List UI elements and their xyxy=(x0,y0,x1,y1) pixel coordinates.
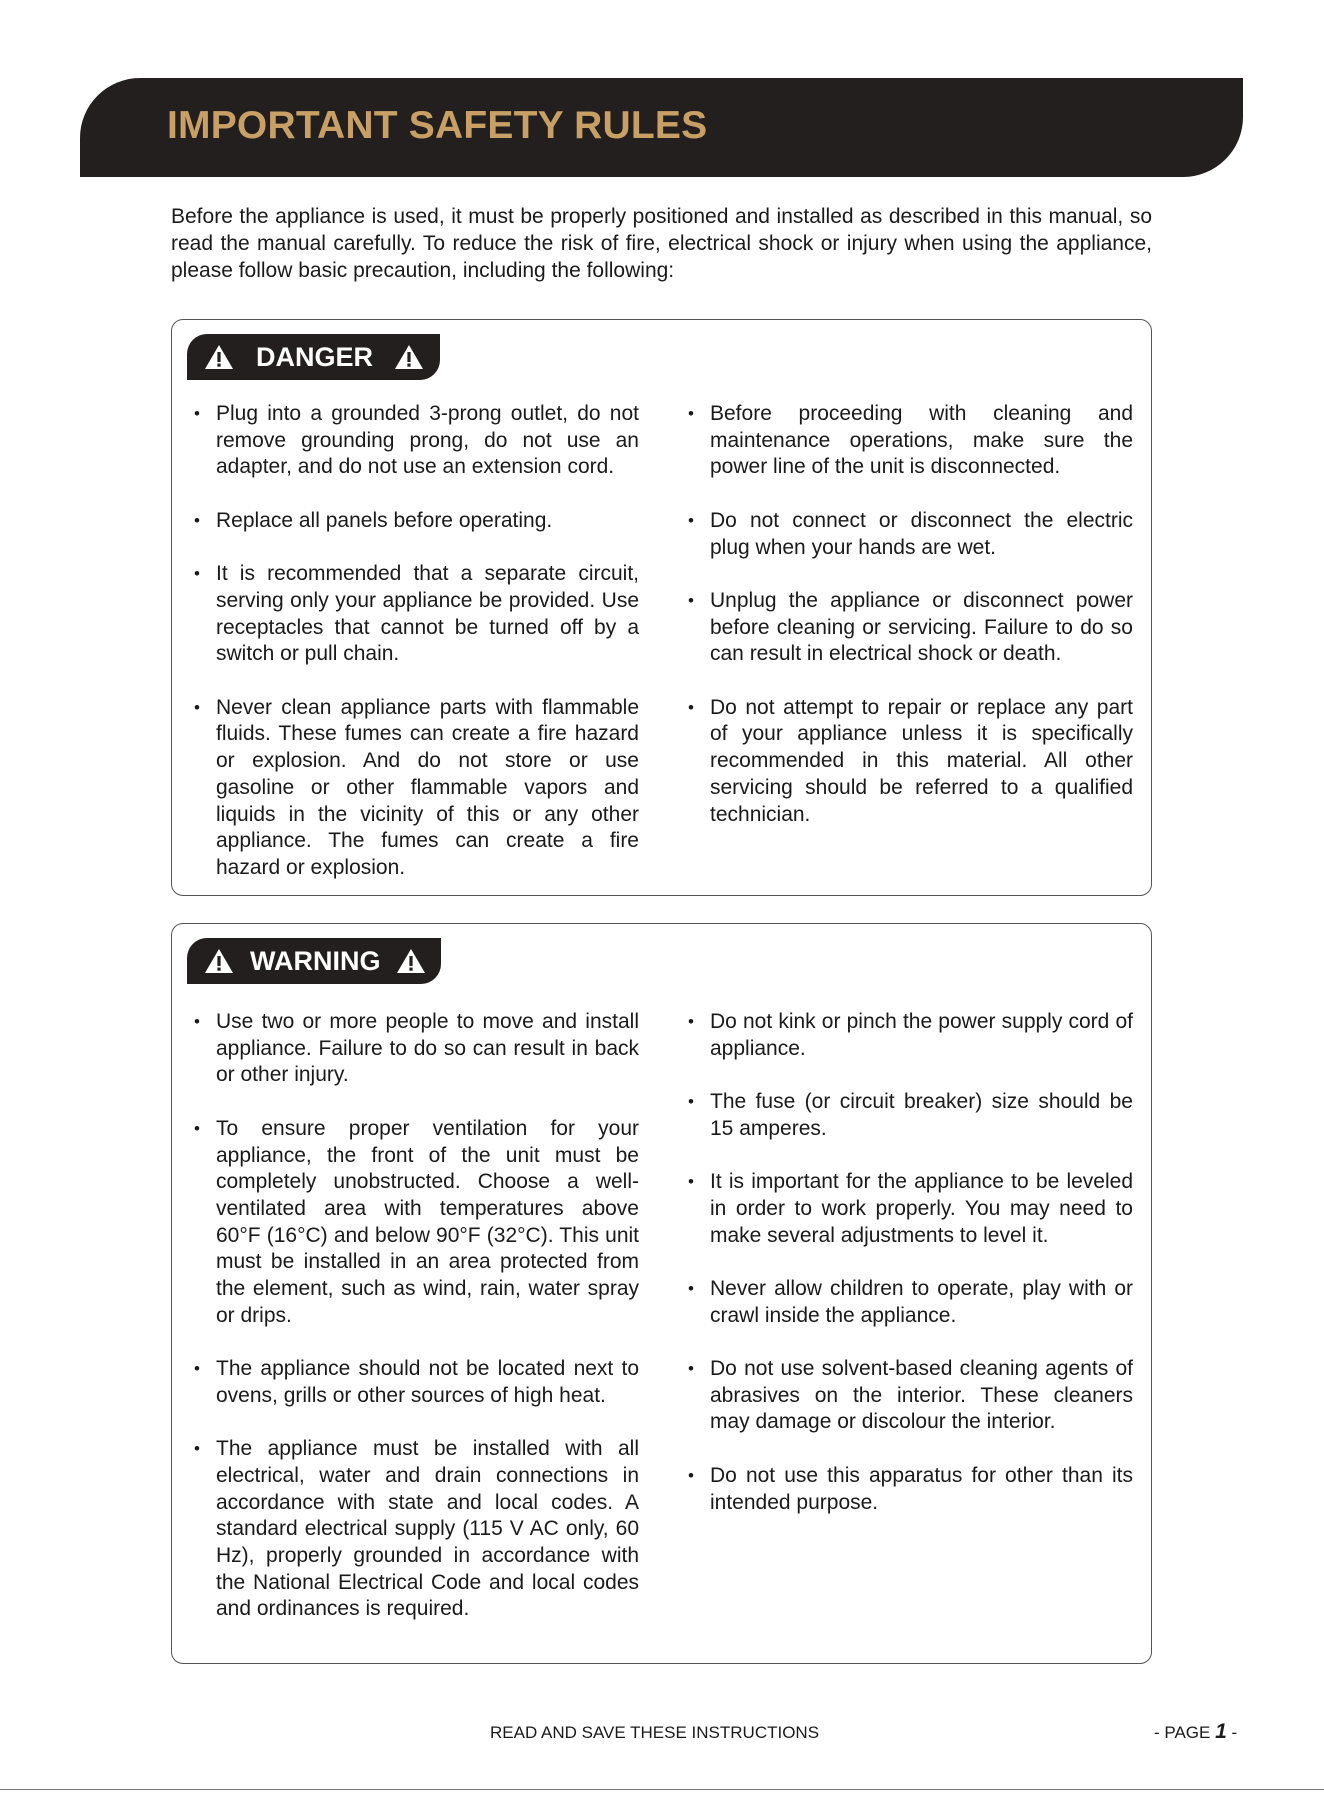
danger-badge xyxy=(187,334,440,380)
page-suffix: - xyxy=(1231,1723,1238,1742)
warning-label: WARNING xyxy=(250,945,381,976)
list-item: • Do not use this apparatus for other than its intended purpose. xyxy=(688,1463,1133,1516)
list-item: • Do not attempt to repair or replace any part of your appliance unless it is specifically recommended in this material. All other servicing should be referred to a qualified technician. xyxy=(688,695,1133,829)
page-prefix: - PAGE xyxy=(1154,1723,1211,1742)
warning-box xyxy=(171,923,1152,1664)
list-item: • Do not connect or disconnect the electric plug when your hands are wet. xyxy=(688,508,1133,561)
list-item: • Never clean appliance parts with flammable fluids. These fumes can create a fire hazard or explosion. And do not store or use gasoline or other flammable vapors and liquids in the vicinity of this or any other appliance. The fumes can create a fire hazard or explosion. xyxy=(194,695,639,882)
danger-right-column xyxy=(688,401,1133,855)
list-item: • Unplug the appliance or disconnect power before cleaning or servicing. Failure to do so can result in electrical shock or death. xyxy=(688,588,1133,668)
danger-label: DANGER xyxy=(256,341,374,372)
list-item: • Replace all panels before operating. xyxy=(194,508,639,535)
list-item: • The appliance should not be located next to ovens, grills or other sources of high heat. xyxy=(194,1356,639,1409)
intro-paragraph: Before the appliance is used, it must be properly positioned and installed as described in this manual, so read the manual carefully. To reduce the risk of fire, electrical shock or injury when using the appliance, please follow basic precaution, including the following: xyxy=(171,205,1152,282)
warning-triangle-icon xyxy=(396,948,426,974)
warning-badge xyxy=(187,938,441,984)
page-number xyxy=(1154,1720,1237,1744)
warning-triangle-icon xyxy=(394,344,424,370)
page-title: IMPORTANT SAFETY RULES xyxy=(167,104,708,147)
footer-note: READ AND SAVE THESE INSTRUCTIONS xyxy=(490,1723,820,1742)
bottom-rule xyxy=(0,1789,1324,1790)
list-item: • Before proceeding with cleaning and maintenance operations, make sure the power line of the unit is disconnected. xyxy=(688,401,1133,481)
list-item: • The fuse (or circuit breaker) size should be 15 amperes. xyxy=(688,1089,1133,1142)
list-item: • Do not kink or pinch the power supply cord of appliance. xyxy=(688,1009,1133,1062)
list-item: • The appliance must be installed with all electrical, water and drain connections in accordance with state and local codes. A standard electrical supply (115 V AC only, 60 Hz), properly grounded in accordance with the National Electrical Code and local codes and ordinances is required. xyxy=(194,1436,639,1623)
list-item: • To ensure proper ventilation for your appliance, the front of the unit must be completely unobstructed. Choose a well-ventilated area with temperatures above 60°F (16°C) and below 90°F (32°C). This unit must be installed in an area protected from the element, such as wind, rain, water spray or drips. xyxy=(194,1116,639,1330)
list-item: • It is important for the appliance to be leveled in order to work properly. You may need to make several adjustments to level it. xyxy=(688,1169,1133,1249)
list-item: • Plug into a grounded 3-prong outlet, do not remove grounding prong, do not use an adapter, and do not use an extension cord. xyxy=(194,401,639,481)
list-item: • Use two or more people to move and install appliance. Failure to do so can result in back or other injury. xyxy=(194,1009,639,1089)
list-item: • It is recommended that a separate circuit, serving only your appliance be provided. Use receptacles that cannot be turned off by a switch or pull chain. xyxy=(194,561,639,668)
list-item: • Never allow children to operate, play with or crawl inside the appliance. xyxy=(688,1276,1133,1329)
warning-triangle-icon xyxy=(204,948,234,974)
warning-right-column xyxy=(688,1009,1133,1543)
list-item: • Do not use solvent-based cleaning agents of abrasives on the interior. These cleaners may damage or discolour the interior. xyxy=(688,1356,1133,1436)
warning-left-column xyxy=(194,1009,639,1650)
danger-left-column xyxy=(194,401,639,908)
warning-triangle-icon xyxy=(204,344,234,370)
danger-box xyxy=(171,319,1152,896)
page-number-value: 1 xyxy=(1215,1720,1227,1743)
